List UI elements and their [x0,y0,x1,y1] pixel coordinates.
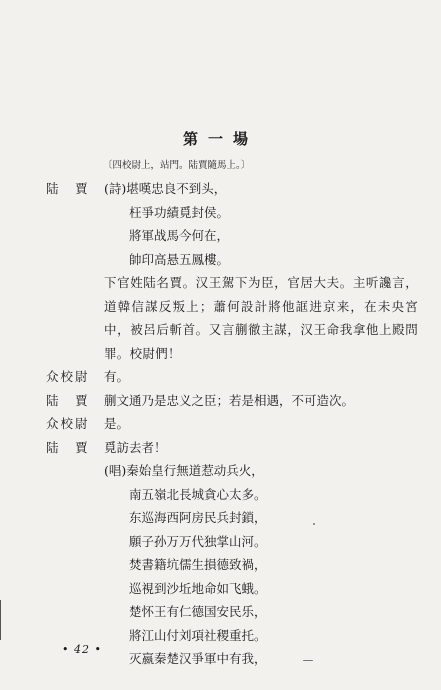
speaker-name: 众校尉 [46,369,90,384]
speech-text [104,436,418,460]
verse-line: 巡視到沙坵地命如飞蛾。 [129,580,267,596]
speaker-name: 陆 賈 [46,439,90,455]
prose-paragraph: 下官姓陆名賈。汉王駕下为臣，官居大夫。主听讒言，道韓信謀反叛上；蕭何設計將他誆进京来，在未央宮中，被呂后斬首。又言蒯徹主謀，汉王命我拿他上殿問罪。校尉們！ [104,275,418,361]
speaker-name: 众校尉 [46,416,90,431]
scene-title: 第一場 [182,130,258,148]
dialogue-block [46,177,418,671]
dialogue-row [46,459,418,671]
speaker-name: 陆 賈 [46,181,90,196]
scan-speck [303,660,313,661]
scan-speck [313,523,315,525]
speech-text [104,271,418,365]
verse-line: 將軍战馬今何在， [129,228,230,243]
verse-line: 將江山付刘項社稷重托。 [129,627,267,643]
verse-line: 楚怀王有仁德国安民乐， [129,604,267,619]
verse-line: 願子孙万万代独掌山河。 [129,533,267,549]
verse-line: 灭嬴秦楚汉爭軍中有我， [129,651,267,666]
speech-text [104,365,418,389]
dialogue-row [46,412,418,436]
speech-text [104,389,418,413]
dialogue-row [46,271,418,365]
verse-line: 帥印高悬五鳳樓。 [129,251,230,267]
spoken-line: 蒯文通乃是忠义之臣；若是相遇，不可造次。 [104,392,355,408]
dialogue-row [46,365,418,389]
verse-line: 枉爭功績覓封侯。 [129,204,230,220]
page-number: • 42 • [62,643,102,656]
verse-line: (唱)秦始皇行無道惹动兵火， [104,463,264,478]
spoken-line: 有。 [104,369,130,384]
verse-line: 南五嶺北長城貪心太多。 [129,486,267,502]
speech-text [104,459,418,671]
verse-line: (詩)堪嘆忠良不到头， [104,181,227,196]
verse-line: 东巡海西阿房民兵封鎖， [129,510,267,525]
speaker-name: 陆 賈 [46,392,90,408]
spoken-line: 是。 [104,416,130,431]
speech-text [104,412,418,436]
dialogue-row [46,436,418,460]
speech-text [104,177,418,271]
spoken-line: 覓訪去者！ [104,439,167,455]
dialogue-row [46,177,418,271]
scan-edge-mark [0,600,1,640]
stage-direction: 〔四校尉上，站門。陆賈隨馬上。〕 [103,160,251,171]
dialogue-row [46,389,418,413]
verse-line: 焚書籍坑儒生損德致禍， [129,557,267,572]
